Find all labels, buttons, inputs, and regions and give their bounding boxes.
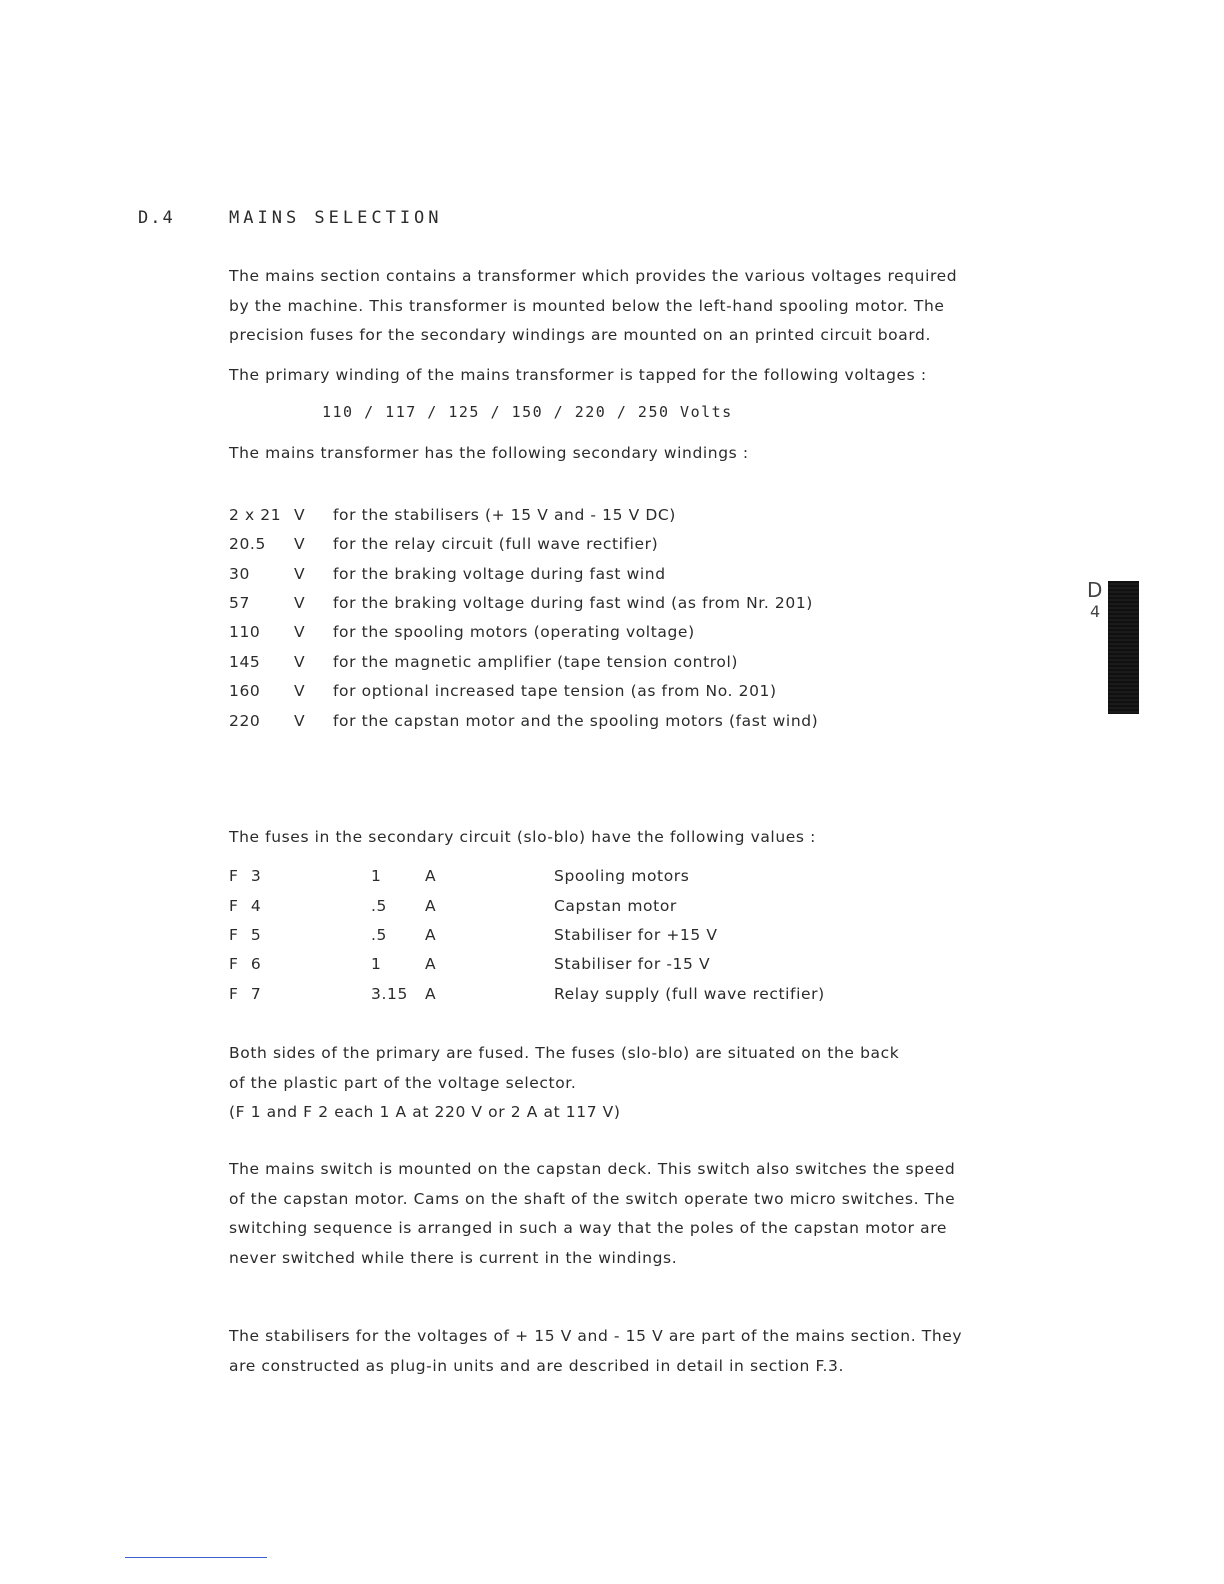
winding-unit: V: [294, 682, 306, 700]
footer-rule: [125, 1557, 267, 1558]
winding-voltage: 57: [229, 594, 250, 612]
winding-unit: V: [294, 594, 306, 612]
text-line: The primary winding of the mains transformer is tapped for the following voltages :: [229, 366, 927, 384]
winding-purpose: for the stabilisers (+ 15 V and - 15 V DC): [333, 506, 676, 524]
fuses-intro: [229, 823, 816, 853]
section-number: D.4: [138, 208, 175, 228]
winding-unit: V: [294, 535, 306, 553]
section-title: MAINS SELECTION: [229, 208, 443, 228]
text-line: The mains switch is mounted on the capstan deck. This switch also switches the speed: [229, 1160, 956, 1178]
winding-voltage: 110: [229, 623, 261, 641]
text-line: never switched while there is current in the windings.: [229, 1248, 678, 1267]
winding-purpose: for the capstan motor and the spooling motors (fast wind): [333, 712, 819, 730]
side-tab-marker: [1108, 581, 1139, 714]
winding-voltage: 145: [229, 653, 261, 671]
fuse-value: .5: [371, 897, 387, 915]
winding-purpose: for the magnetic amplifier (tape tension control): [333, 653, 739, 671]
text-line: switching sequence is arranged in such a way that the poles of the capstan motor are: [229, 1219, 948, 1237]
fuse-id: F 4: [229, 897, 265, 915]
text-line: of the capstan motor. Cams on the shaft of the switch operate two micro switches. The: [229, 1189, 956, 1208]
fuse-value: 1: [371, 955, 382, 973]
winding-voltage: 30: [229, 565, 250, 583]
text-line: precision fuses for the secondary windings are mounted on an printed circuit board.: [229, 326, 932, 344]
winding-unit: V: [294, 712, 306, 730]
winding-voltage: 160: [229, 682, 261, 700]
fuse-value: 3.15: [371, 985, 408, 1003]
winding-unit: V: [294, 565, 306, 583]
fuse-value: 1: [371, 867, 382, 885]
winding-voltage: 20.5: [229, 535, 266, 553]
winding-voltage: 220: [229, 712, 261, 730]
fuse-unit: A: [425, 985, 437, 1003]
side-tab-number: 4: [1090, 602, 1101, 621]
winding-unit: V: [294, 506, 306, 524]
text-line: The fuses in the secondary circuit (slo-blo) have the following values :: [229, 828, 816, 846]
fuse-purpose: Capstan motor: [554, 897, 677, 915]
text-line: The stabilisers for the voltages of + 15 V and - 15 V are part of the mains section. They: [229, 1327, 963, 1345]
text-line: (F 1 and F 2 each 1 A at 220 V or 2 A at 117 V): [229, 1103, 621, 1121]
text-line: of the plastic part of the voltage selector.: [229, 1073, 577, 1092]
fuse-purpose: Relay supply (full wave rectifier): [554, 985, 825, 1003]
winding-purpose: for optional increased tape tension (as from No. 201): [333, 682, 777, 700]
winding-purpose: for the spooling motors (operating voltage): [333, 623, 695, 641]
intro-paragraph: [229, 262, 957, 351]
text-line: The mains section contains a transformer which provides the various voltages required: [229, 267, 958, 285]
fuse-unit: A: [425, 897, 437, 915]
fuse-id: F 3: [229, 867, 265, 885]
fuse-id: F 5: [229, 926, 265, 944]
winding-unit: V: [294, 653, 306, 671]
winding-voltage: 2 x 21: [229, 506, 282, 524]
stabiliser-paragraph: [229, 1322, 962, 1381]
fuse-unit: A: [425, 955, 437, 973]
text-line: Both sides of the primary are fused. The fuses (slo-blo) are situated on the back: [229, 1044, 900, 1062]
side-tab-letter: D: [1087, 578, 1103, 602]
primary-intro: [229, 361, 927, 391]
primary-fuse-paragraph: [229, 1039, 899, 1128]
winding-purpose: for the relay circuit (full wave rectifier): [333, 535, 659, 553]
switch-paragraph: [229, 1155, 955, 1273]
fuse-value: .5: [371, 926, 387, 944]
fuse-purpose: Stabiliser for -15 V: [554, 955, 711, 973]
fuse-id: F 6: [229, 955, 265, 973]
winding-purpose: for the braking voltage during fast wind (as from Nr. 201): [333, 594, 813, 612]
fuse-purpose: Spooling motors: [554, 867, 690, 885]
fuse-purpose: Stabiliser for +15 V: [554, 926, 718, 944]
fuse-unit: A: [425, 867, 437, 885]
text-line: by the machine. This transformer is mounted below the left-hand spooling motor. The: [229, 296, 945, 315]
winding-unit: V: [294, 623, 306, 641]
text-line: The mains transformer has the following secondary windings :: [229, 444, 749, 462]
fuse-id: F 7: [229, 985, 265, 1003]
primary-voltages: 110 / 117 / 125 / 150 / 220 / 250 Volts: [322, 403, 733, 421]
secondary-intro: [229, 439, 749, 469]
fuse-unit: A: [425, 926, 437, 944]
winding-purpose: for the braking voltage during fast wind: [333, 565, 666, 583]
text-line: are constructed as plug-in units and are described in detail in section F.3.: [229, 1356, 845, 1375]
